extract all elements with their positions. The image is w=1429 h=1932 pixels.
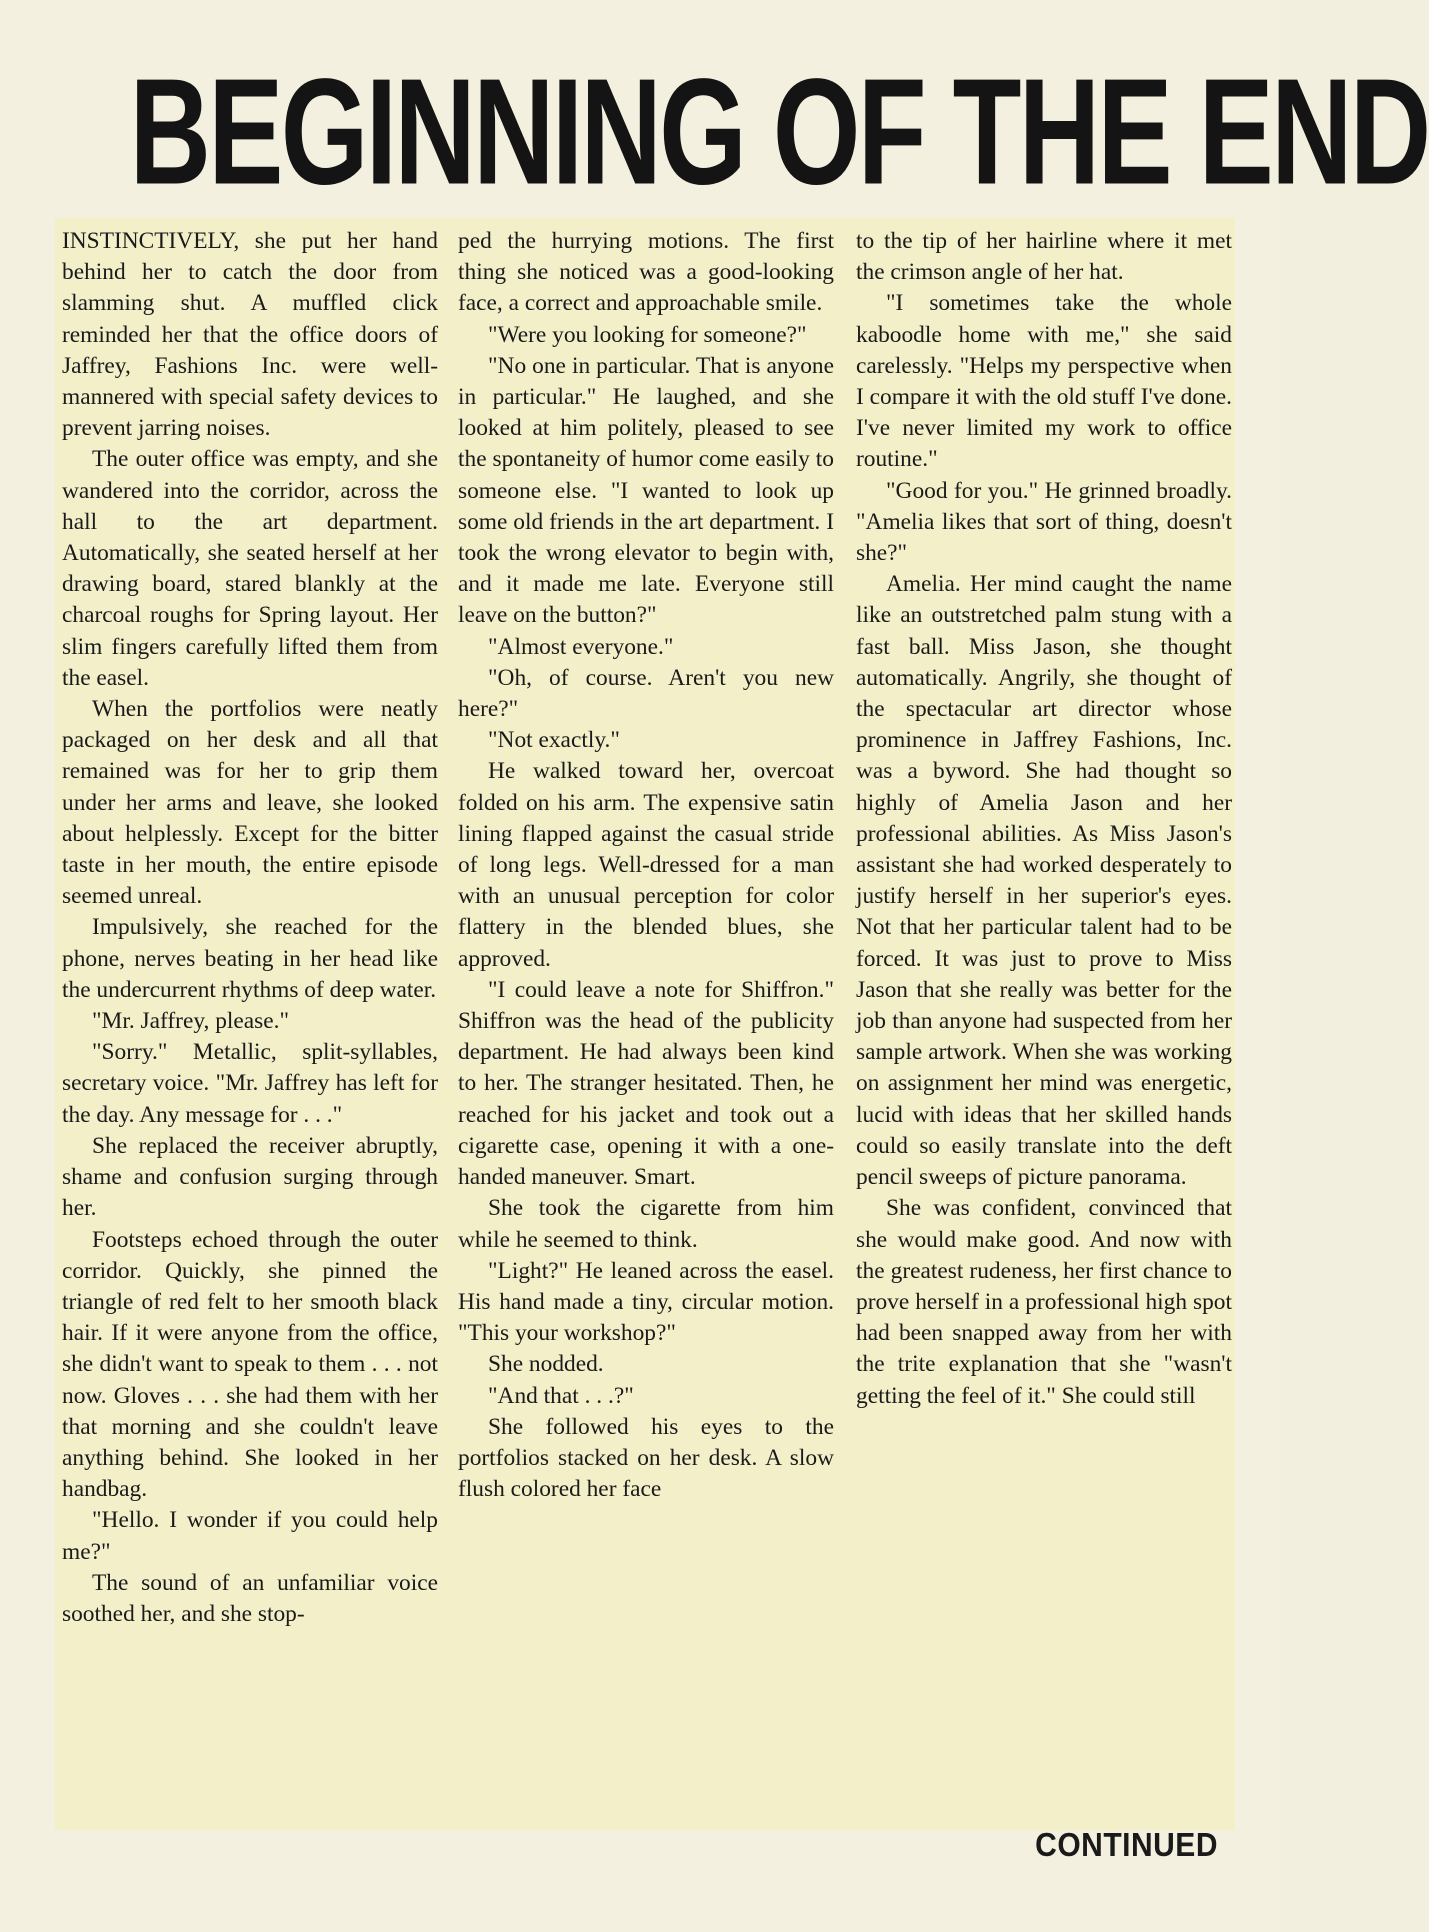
paragraph: She was confident, convinced that she would make good. And now with the greatest rudeness, her first chance to prove herself in a professional high spot had been snapped away from her with the trite explanation that she "wasn't getting the feel of it." She could still: [856, 1195, 1232, 1409]
paragraph: She replaced the receiver abruptly, shame and confusion surging through her.: [62, 1132, 438, 1222]
continued-label: CONTINUED: [1035, 1827, 1218, 1864]
paragraph: "Light?" He leaned across the easel. His hand made a tiny, circular motion. "This your workshop?": [458, 1257, 834, 1347]
paragraph: "Hello. I wonder if you could help me?": [62, 1507, 438, 1565]
paragraph: "I sometimes take the whole kaboodle home with me," she said carelessly. "Helps my perspective when I compare it with the old stuff I've done. I've never limited my work to office routine.": [856, 290, 1232, 473]
paragraph: She took the cigarette from him while he seemed to think.: [458, 1195, 834, 1253]
paragraph: INSTINCTIVELY, she put her hand behind her to catch the door from slamming shut. A muffled click reminded her that the office doors of Jaffrey, Fashions Inc. were well-mannered with special safety devices to prevent jarring noises.: [62, 228, 438, 442]
paragraph: "No one in particular. That is anyone in particular." He laughed, and she looked at him politely, pleased to see the spontaneity of humor come easily to someone else. "I wanted to look up some old friends in the art department. I took the wrong elevator to begin with, and it made me late. Everyone still leave on the button?": [458, 352, 834, 629]
text-column-3: [856, 226, 1232, 1826]
paragraph: "Oh, of course. Aren't you new here?": [458, 664, 834, 723]
paragraph: The sound of an unfamiliar voice soothed her, and she stop-: [62, 1569, 438, 1627]
paragraph: Amelia. Her mind caught the name like an outstretched palm stung with a fast ball. Miss Jason, she thought automatically. Angrily, she thought of the spectacular art director whose prominence in Jaffrey Fashions, Inc. was a byword. She had thought so highly of Amelia Jason and her professional abilities. As Miss Jason's assistant she had worked desperately to justify herself in her superior's eyes. Not that her particular talent had to be forced. It was just to prove to Miss Jason that she really was better for the job than anyone had suspected from her sample artwork. When she was working on assignment her mind was energetic, lucid with ideas that her skilled hands could so easily translate into the deft pencil sweeps of picture panorama.: [856, 571, 1232, 1191]
paragraph: ped the hurrying motions. The first thing she noticed was a good-looking face, a correct and approachable smile.: [458, 228, 834, 317]
paragraph: "Good for you." He grinned broadly. "Amelia likes that sort of thing, doesn't she?": [856, 477, 1232, 567]
paragraph: "Almost everyone.": [488, 633, 674, 660]
paragraph: "Were you looking for someone?": [488, 321, 807, 348]
text-column-2: [458, 226, 834, 1826]
paragraph: to the tip of her hairline where it met the crimson angle of her hat.: [856, 228, 1232, 286]
paragraph: He walked toward her, overcoat folded on his arm. The expensive satin lining flapped against the casual stride of long legs. Well-dressed for a man with an unusual perception for color flattery in the blended blues, she approved.: [458, 758, 834, 972]
paragraph: When the portfolios were neatly packaged on her desk and all that remained was for her to grip them under her arms and leave, she looked about helplessly. Except for the bitter taste in her mouth, the entire episode seemed unreal.: [62, 696, 438, 910]
paragraph: "And that . . .?": [488, 1382, 634, 1409]
paragraph: "Sorry." Metallic, split-syllables, secretary voice. "Mr. Jaffrey has left for the day. Any message for . . .": [62, 1039, 438, 1128]
paragraph: "Not exactly.": [488, 727, 620, 754]
paragraph: "I could leave a note for Shiffron." Shiffron was the head of the publicity department. He had always been kind to her. The stranger hesitated. Then, he reached for his jacket and took out a cigarette case, opening it with a one-handed maneuver. Smart.: [458, 976, 834, 1191]
paragraph: Footsteps echoed through the outer corridor. Quickly, she pinned the triangle of red felt to her smooth black hair. If it were anyone from the office, she didn't want to speak to them . . . not now. Gloves . . . she had them with her that morning and she couldn't leave anything behind. She looked in her handbag.: [62, 1226, 438, 1503]
story-title: BEGINNING OF THE END: [129, 47, 1429, 217]
paragraph: She nodded.: [488, 1351, 604, 1378]
paragraph: "Mr. Jaffrey, please.": [92, 1008, 290, 1035]
paragraph: The outer office was empty, and she wandered into the corridor, across the hall to the art department. Automatically, she seated herself at her drawing board, stared blankly at the charcoal roughs for Spring layout. Her slim fingers carefully lifted them from the easel.: [62, 446, 438, 691]
paragraph: She followed his eyes to the portfolios stacked on her desk. A slow flush colored her face: [458, 1413, 834, 1503]
paragraph: Impulsively, she reached for the phone, nerves beating in her head like the undercurrent rhythms of deep water.: [62, 914, 438, 1003]
text-column-1: [62, 226, 438, 1826]
